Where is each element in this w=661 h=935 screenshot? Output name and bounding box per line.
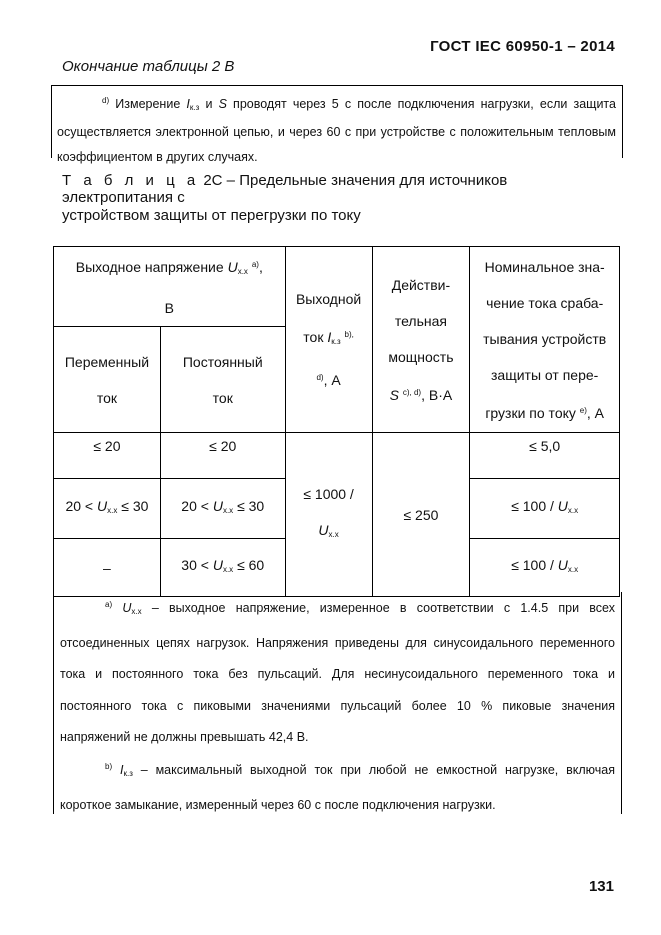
header-current-line-2: ток (303, 329, 324, 345)
header-dc-line-1: Постоянный (182, 353, 263, 370)
row1-ac: ≤ 20 (54, 433, 161, 479)
header-current-symbol: I (327, 329, 332, 345)
header-power-unit: , В·А (421, 386, 453, 403)
document-standard-header: ГОСТ IEC 60950-1 – 2014 (430, 38, 615, 55)
header-current-note-b: b), (344, 330, 354, 339)
header-current-unit: , А (323, 372, 341, 388)
header-power-line-1: Действи- (391, 276, 451, 293)
page-number: 131 (588, 878, 614, 895)
row3-dc-symbol: U (212, 557, 223, 573)
row2-dc-subscript: х.х (222, 506, 234, 515)
table-continuation-title: Окончание таблицы 2 В (62, 58, 235, 75)
limits-table (53, 246, 620, 597)
footnote-a-subscript: х.х (131, 607, 142, 616)
footnote-d-and: и (205, 97, 213, 111)
header-current-note-d: d) (316, 373, 324, 382)
header-real-power (372, 247, 470, 433)
row3-dc (160, 539, 285, 597)
header-power-note: c), d) (402, 387, 422, 397)
header-output-current (285, 247, 372, 433)
row2-ac-post: ≤ 30 (121, 498, 149, 514)
current-value-subscript: х.х (328, 530, 339, 539)
footnote-a-mark: a) (105, 600, 113, 609)
header-power-line-2: тельная (394, 312, 447, 329)
row2-ac (54, 479, 161, 539)
header-rated-line-3: тывания устройств (483, 330, 607, 347)
header-rated-line-4: защиты от пере- (491, 366, 599, 383)
current-value-line-1: ≤ 1000 / (303, 486, 354, 502)
table-caption-line-2: устройством защиты от перегрузки по току (62, 207, 361, 224)
table-caption-label: Т а б л и ц а (62, 172, 200, 189)
previous-table-note-box (51, 85, 623, 164)
footnote-d-i-subscript: к.з (189, 103, 200, 112)
header-power-symbol: S (389, 386, 399, 403)
header-rated-current (470, 247, 620, 433)
header-current-line-1: Выходной (295, 291, 362, 307)
power-value-cell: ≤ 250 (372, 433, 470, 597)
footnote-d-pre: Измерение (115, 97, 181, 111)
row2-dc (160, 479, 285, 539)
header-current-subscript: к.з (331, 337, 341, 346)
header-rated-unit: , А (586, 404, 605, 421)
header-ac-line-1: Переменный (64, 353, 150, 370)
header-voltage-unit: В (164, 300, 174, 316)
footnote-d-i-symbol: I (186, 97, 190, 111)
footnote-b-symbol: I (120, 763, 124, 777)
table-caption-line-1 (62, 172, 622, 206)
table-caption-text-1: 2С – Предельные значения для источников электропитания с (62, 172, 508, 206)
header-rated-line-1: Номинальное зна- (484, 258, 605, 275)
row3-dc-subscript: х.х (222, 565, 234, 574)
row3-rated (470, 539, 620, 597)
row2-ac-pre: 20 < (65, 498, 94, 514)
row3-rated-pre: ≤ 100 / (511, 557, 554, 573)
row3-rated-symbol: U (557, 557, 568, 573)
header-dc (160, 327, 285, 433)
row3-dc-post: ≤ 60 (237, 557, 265, 573)
footnote-b-subscript: к.з (123, 769, 133, 778)
header-output-voltage: Выходное напряжение $U_{х.х}$ $^{a)}$, В (54, 247, 286, 327)
table-footnotes (53, 592, 622, 814)
header-voltage-subscript: х.х (237, 267, 248, 276)
header-ac (54, 327, 161, 433)
row2-dc-post: ≤ 30 (237, 498, 265, 514)
current-value-cell (285, 433, 372, 597)
row3-ac: – (54, 539, 161, 597)
row3-dc-pre: 30 < (181, 557, 209, 573)
footnote-a (60, 589, 615, 754)
row1-dc: ≤ 20 (160, 433, 285, 479)
row2-ac-symbol: U (97, 498, 108, 514)
footnote-d-mark: d) (102, 96, 110, 105)
header-voltage-note: a) (251, 260, 259, 269)
header-ac-line-2: ток (96, 389, 118, 406)
row2-ac-subscript: х.х (107, 506, 118, 515)
header-dc-line-2: ток (212, 389, 233, 406)
row2-rated-symbol: U (557, 498, 568, 514)
footnote-d-s-symbol: S (218, 97, 227, 111)
header-rated-line-5: грузки по току (485, 404, 576, 421)
header-rated-line-2: чение тока сраба- (486, 294, 604, 311)
footnote-a-symbol: U (122, 601, 132, 615)
footnote-d-text: проводят через 5 с после подключения нагрузки, если защита осуществляется электронной цепью, и через 60 с при устройстве с положительным тепловым коэффициентом в других случаях. (57, 97, 616, 164)
row2-rated (470, 479, 620, 539)
row2-rated-pre: ≤ 100 / (511, 498, 554, 514)
current-value-symbol: U (318, 522, 329, 538)
header-power-line-3: мощность (388, 348, 454, 365)
row2-rated-subscript: х.х (567, 506, 579, 515)
header-voltage-text: Выходное напряжение (75, 259, 224, 275)
header-rated-note: e) (579, 405, 587, 415)
footnote-b-text: – максимальный выходной ток при любой не емкостной нагрузке, включая короткое замыкание, измеренный через 60 с после подключения нагрузки. (60, 763, 615, 812)
footnote-d (57, 88, 616, 170)
footnote-a-text: – выходное напряжение, измеренное в соответствии с 1.4.5 при всех отсоединенных цепях нагрузок. Напряжения приведены для синусоидального переменного тока и постоянного тока без пульсаций. Для несинусоидального переменного тока и постоянного тока с пиковыми значениями пульсаций более 10 % пиковые значения напряжений не должны превышать 42,4 В. (60, 601, 615, 745)
header-voltage-symbol: U (227, 259, 238, 275)
footnote-b (60, 751, 615, 821)
row2-dc-pre: 20 < (181, 498, 209, 514)
row1-rated: ≤ 5,0 (470, 433, 620, 479)
footnote-b-mark: b) (105, 762, 113, 771)
row3-rated-subscript: х.х (567, 565, 579, 574)
row2-dc-symbol: U (212, 498, 223, 514)
